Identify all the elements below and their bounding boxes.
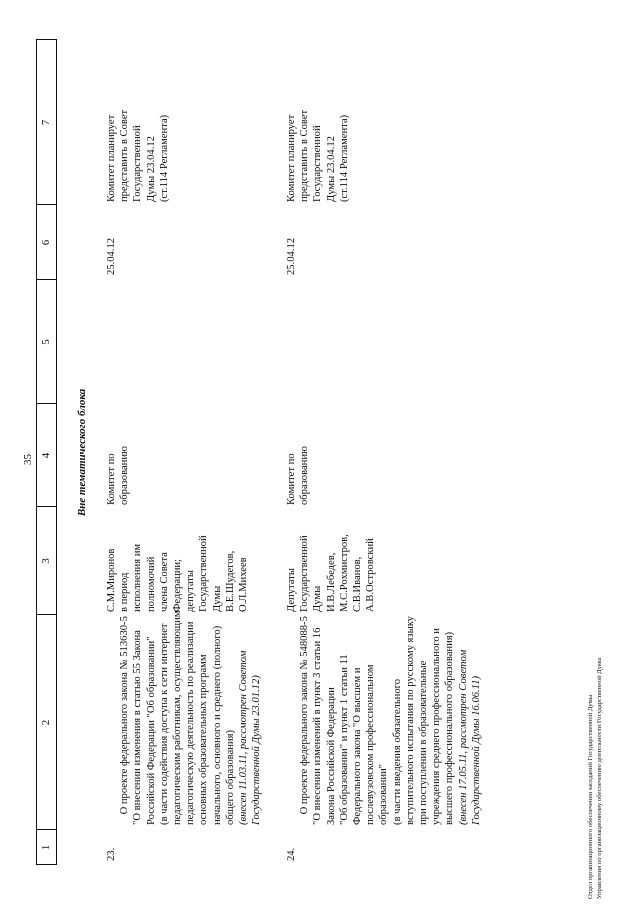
header-col-3: 3 xyxy=(40,558,52,564)
footer xyxy=(586,657,604,899)
row-24-description xyxy=(285,610,496,825)
row-24-number: 24. xyxy=(286,847,297,861)
row-24-authors: Депутаты Государственной Думы И.В.Лебедев, М.С.Рохмистров, С.В.Иванов, А.В.Островский xyxy=(286,534,377,612)
header-col-2: 2 xyxy=(40,719,52,726)
row-24-note: (внесен 17.05.11, рассмотрен Советом Государственной Думы 16.06.11) xyxy=(457,649,482,825)
header-col-5: 5 xyxy=(40,339,52,345)
row-23-action: Комитет планирует представить в Совет Государственной Думы 23.04.12 (ст.114 Регламента) xyxy=(106,109,170,202)
footer-line-2: Управления по организационному обеспечению деятельности Государственной Думы xyxy=(596,657,603,899)
header-col-6: 6 xyxy=(40,239,52,246)
row-23-authors: С.М.Миронов в период исполнения им полномочий члена Совета Федерации; депутаты Государственной Думы В.Е.Шудегов, О.Л.Михеев xyxy=(106,535,250,612)
row-23-description xyxy=(105,610,277,825)
header-col-1: 1 xyxy=(40,844,52,851)
row-23-committee: Комитет по образованию xyxy=(106,446,131,505)
row-24-action: Комитет планирует представить в Совет Государственной Думы 23.04.12 (ст.114 Регламента) xyxy=(286,109,350,202)
row-23-note: (внесен 11.03.11, рассмотрен Советом Государственной Думы 23.01.12) xyxy=(238,650,263,825)
row-24-description-text: О проекте федерального закона № 548088-5 "О внесении изменений в пункт 3 статьи 16 Закона Российской Федерации "Об образовании" и пункт 1 статьи 11 Федерального закона "О высшем и послевузовском профессиональном образовании" (в части введения обязательного вступительного испытания по русскому языку при поступлении в образовательные учреждения среднего профессионального и высшего профессионального образования) xyxy=(299,616,456,825)
header-col-7: 7 xyxy=(40,119,52,126)
row-24-date: 25.04.12 xyxy=(286,237,297,275)
page-number: 35 xyxy=(22,454,34,465)
row-23-number: 23. xyxy=(106,847,117,861)
section-title: Вне тематического блока xyxy=(76,388,88,517)
footer-line-1: Отдел организационного обеспечения заседаний Государственной Думы xyxy=(587,694,594,899)
row-24-committee: Комитет по образованию xyxy=(286,446,311,505)
header-bottom-rule xyxy=(56,40,57,865)
header-col-4: 4 xyxy=(40,452,52,459)
row-23-description-text: О проекте федерального закона № 513630-5 "О внесении изменения в статью 55 Закона Российской Федерации "Об образовании" (в части содействия доступа к сети интернет педагогическим работникам, осуществляющим педагогическую деятельность по реализации основных образовательных программ начального, основного и среднего (полного) общего образования) xyxy=(119,610,236,825)
row-23-date: 25.04.12 xyxy=(106,237,117,275)
